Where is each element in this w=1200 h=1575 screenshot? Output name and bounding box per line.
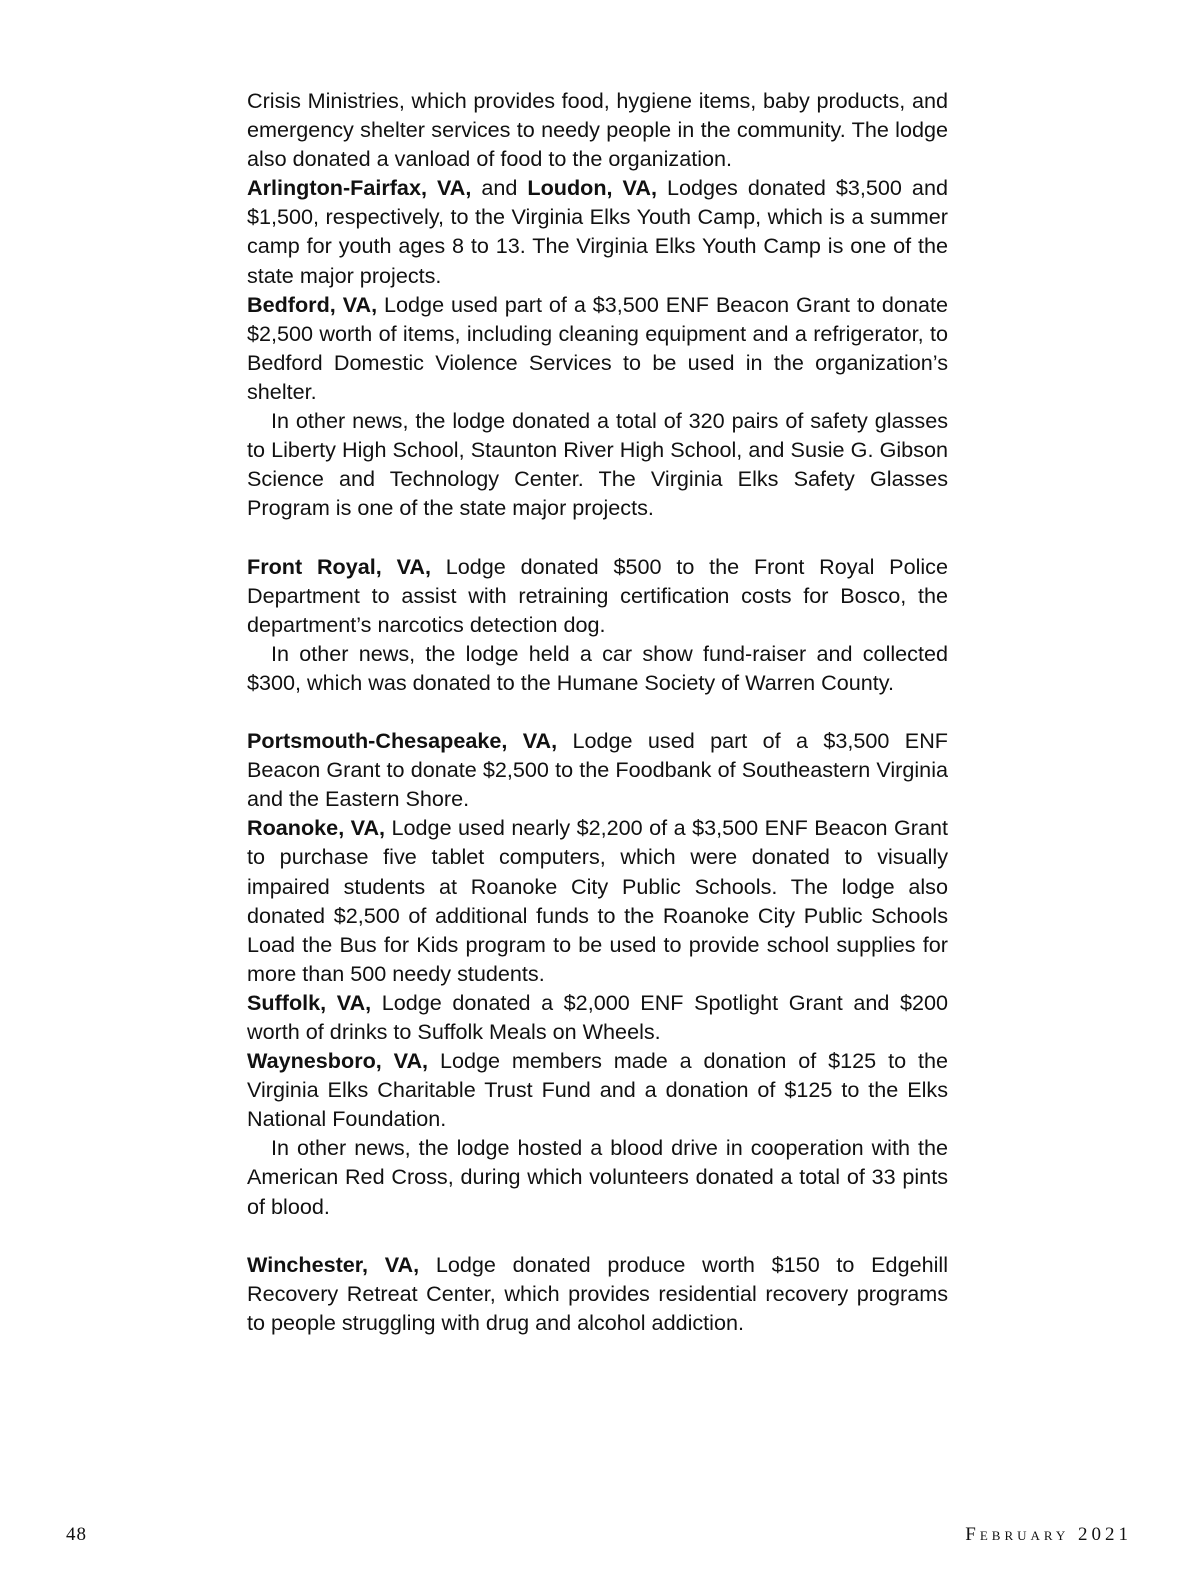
arlington-loudon-text: Lodges donated $3,500 and $1,500, respectively, to the Virginia Elks Youth Camp, which is a summer camp for youth ages 8 to 13. The Virginia Elks Youth Camp is one of the state major projects.: [247, 175, 948, 288]
front-royal-text: Lodge donated $500 to the Front Royal Police Department to assist with retraining certification costs for Bosco, the department’s narcotics detection dog.: [247, 553, 948, 637]
waynesboro-paragraph: [247, 1046, 948, 1133]
page-number: 48: [66, 1524, 87, 1545]
bedford-entry: [247, 290, 948, 523]
lodge-name-winchester: Winchester, VA,: [247, 1251, 420, 1277]
lodge-name-portsmouth: Portsmouth-Chesapeake, VA,: [247, 728, 558, 754]
winchester-text: Lodge donated produce worth $150 to Edgehill Recovery Retreat Center, which provides residential recovery programs to people struggling with drug and alcohol addiction.: [247, 1251, 948, 1335]
portsmouth-text: Lodge used part of a $3,500 ENF Beacon Grant to donate $2,500 to the Foodbank of Southeastern Virginia and the Eastern Shore.: [247, 728, 948, 812]
intro-paragraph: [247, 86, 948, 173]
front-royal-entry: [247, 552, 948, 697]
arlington-loudon-paragraph: [247, 173, 948, 289]
suffolk-text: Lodge donated a $2,000 ENF Spotlight Grant and $200 worth of drinks to Suffolk Meals on Wheels.: [247, 989, 948, 1044]
lodge-name-roanoke: Roanoke, VA,: [247, 815, 386, 841]
front-royal-paragraph: [247, 552, 948, 639]
lodge-name-bedford: Bedford, VA,: [247, 291, 378, 317]
waynesboro-text: Lodge members made a donation of $125 to the Virginia Elks Charitable Trust Fund and a donation of $125 to the Elks National Foundation.: [247, 1048, 948, 1132]
portsmouth-paragraph: [247, 726, 948, 813]
issue-date: February 2021: [965, 1524, 1132, 1545]
winchester-paragraph: [247, 1250, 948, 1337]
lodge-name-waynesboro: Waynesboro, VA,: [247, 1048, 429, 1074]
roanoke-paragraph: [247, 813, 948, 988]
joiner-text: and: [471, 175, 528, 201]
lodge-name-arlington: Arlington-Fairfax, VA,: [247, 175, 472, 201]
lodge-name-suffolk: Suffolk, VA,: [247, 989, 372, 1015]
article-column: [247, 86, 948, 1337]
roanoke-text: Lodge used nearly $2,200 of a $3,500 ENF Beacon Grant to purchase five tablet computers, which were donated to visually impaired students at Roanoke City Public Schools. The lodge also donated $2,500 of additional funds to the Roanoke City Public Schools Load the Bus for Kids program to be used to provide school supplies for more than 500 needy students.: [247, 815, 948, 986]
front-royal-followup: In other news, the lodge held a car show fund-raiser and collected $300, which was donated to the Humane Society of Warren County.: [247, 640, 948, 695]
bedford-text: Lodge used part of a $3,500 ENF Beacon Grant to donate $2,500 worth of items, including cleaning equipment and a refrigerator, to Bedford Domestic Violence Services to be used in the organization’s shelter.: [247, 291, 948, 404]
bedford-followup: In other news, the lodge donated a total of 320 pairs of safety glasses to Liberty High School, Staunton River High School, and Susie G. Gibson Science and Technology Center. The Virginia Elks Safety Glasses Program is one of the state major projects.: [247, 408, 948, 521]
bedford-paragraph: [247, 290, 948, 406]
suffolk-paragraph: [247, 988, 948, 1046]
intro-text: Crisis Ministries, which provides food, hygiene items, baby products, and emergency shelter services to needy people in the community. The lodge also donated a vanload of food to the organization.: [247, 88, 948, 172]
lodge-name-loudon: Loudon, VA,: [527, 175, 657, 201]
waynesboro-followup: In other news, the lodge hosted a blood drive in cooperation with the American Red Cross, during which volunteers donated a total of 33 pints of blood.: [247, 1135, 948, 1219]
waynesboro-entry: [247, 1046, 948, 1221]
lodge-name-front-royal: Front Royal, VA,: [247, 553, 431, 579]
